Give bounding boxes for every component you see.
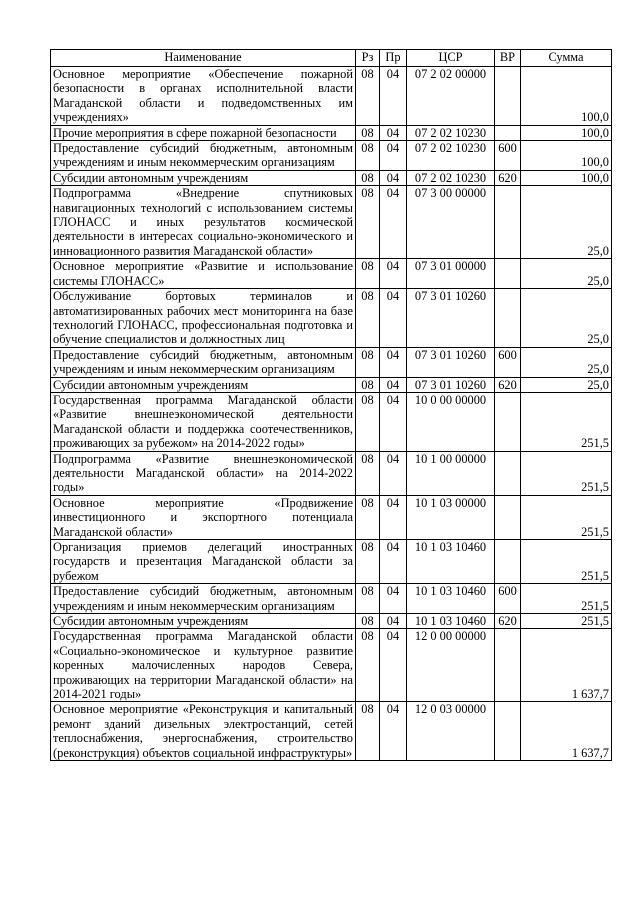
cell-vr [495,392,521,451]
cell-pr: 04 [380,186,407,259]
cell-pr: 04 [380,629,407,702]
cell-csr: 12 0 03 00000 [407,702,495,761]
cell-name: Прочие мероприятия в сфере пожарной безопасности [51,125,356,140]
cell-sum: 100,0 [521,125,612,140]
cell-rz: 08 [356,377,380,392]
table-row [51,702,612,761]
cell-csr: 07 3 00 00000 [407,186,495,259]
cell-name: Основное мероприятие «Обеспечение пожарной безопасности в органах исполнительной власти Магаданской области и подведомственных им учреждениях» [51,67,356,126]
cell-vr [495,67,521,126]
cell-name: Предоставление субсидий бюджетным, автономным учреждениям и иным некоммерческим организациям [51,584,356,614]
table-row [51,347,612,377]
cell-name: Обслуживание бортовых терминалов и автоматизированных рабочих мест мониторинга на базе технологий ГЛОНАСС, профессиональная подготовка и обучение специалистов и должностных лиц [51,289,356,348]
cell-rz: 08 [356,289,380,348]
cell-vr [495,186,521,259]
cell-sum: 100,0 [521,67,612,126]
cell-pr: 04 [380,377,407,392]
cell-vr: 600 [495,141,521,171]
cell-rz: 08 [356,540,380,584]
cell-name: Организация приемов делегаций иностранных государств и презентация Магаданской области за рубежом [51,540,356,584]
cell-pr: 04 [380,702,407,761]
cell-sum: 1 637,7 [521,629,612,702]
cell-pr: 04 [380,67,407,126]
table-row [51,377,612,392]
table-row [51,125,612,140]
cell-rz: 08 [356,259,380,289]
cell-csr: 10 0 00 00000 [407,392,495,451]
cell-sum: 100,0 [521,141,612,171]
cell-csr: 07 3 01 10260 [407,377,495,392]
cell-csr: 07 3 01 10260 [407,347,495,377]
cell-sum: 1 637,7 [521,702,612,761]
cell-rz: 08 [356,170,380,185]
cell-sum: 251,5 [521,614,612,629]
cell-rz: 08 [356,629,380,702]
cell-name: Государственная программа Магаданской области «Социально-экономическое и культурное развитие коренных малочисленных народов Севера, проживающих на территории Магаданской области» на 2014-2021 годы» [51,629,356,702]
cell-pr: 04 [380,347,407,377]
cell-rz: 08 [356,67,380,126]
cell-vr: 620 [495,170,521,185]
cell-pr: 04 [380,540,407,584]
table-row [51,392,612,451]
cell-rz: 08 [356,125,380,140]
cell-csr: 12 0 00 00000 [407,629,495,702]
cell-vr [495,259,521,289]
cell-name: Субсидии автономным учреждениям [51,170,356,185]
header-csr: ЦСР [407,50,495,67]
table-row [51,584,612,614]
table-row [51,451,612,495]
cell-pr: 04 [380,141,407,171]
cell-rz: 08 [356,702,380,761]
cell-name: Подпрограмма «Развитие внешнеэкономической деятельности Магаданской области» на 2014-2022 годы» [51,451,356,495]
cell-name: Предоставление субсидий бюджетным, автономным учреждениям и иным некоммерческим организациям [51,347,356,377]
cell-csr: 10 1 03 10460 [407,540,495,584]
table-row [51,495,612,539]
cell-sum: 251,5 [521,540,612,584]
cell-csr: 07 2 02 10230 [407,141,495,171]
cell-vr: 600 [495,347,521,377]
cell-pr: 04 [380,495,407,539]
cell-sum: 25,0 [521,377,612,392]
cell-vr [495,289,521,348]
cell-sum: 25,0 [521,186,612,259]
document-page [50,49,612,761]
cell-vr: 620 [495,614,521,629]
cell-rz: 08 [356,186,380,259]
table-row [51,186,612,259]
cell-sum: 251,5 [521,392,612,451]
cell-pr: 04 [380,289,407,348]
cell-rz: 08 [356,392,380,451]
table-header-row [51,50,612,67]
cell-name: Государственная программа Магаданской области «Развитие внешнеэкономической деятельности Магаданской области и поддержка соотечественников, проживающих за рубежом» на 2014-2022 годы» [51,392,356,451]
table-row [51,540,612,584]
cell-vr: 600 [495,584,521,614]
cell-vr [495,451,521,495]
table-row [51,170,612,185]
cell-csr: 10 1 03 10460 [407,614,495,629]
cell-name: Основное мероприятие «Реконструкция и капитальный ремонт зданий дизельных электростанций, сетей теплоснабжения, энергоснабжения, строительство (реконструкция) объектов социальной инфраструктуры» [51,702,356,761]
cell-sum: 251,5 [521,495,612,539]
table-row [51,614,612,629]
cell-sum: 25,0 [521,289,612,348]
cell-csr: 10 1 00 00000 [407,451,495,495]
budget-table [50,49,612,761]
cell-pr: 04 [380,170,407,185]
cell-csr: 10 1 03 00000 [407,495,495,539]
cell-rz: 08 [356,584,380,614]
cell-name: Основное мероприятие «Развитие и использование системы ГЛОНАСС» [51,259,356,289]
table-row [51,289,612,348]
cell-name: Субсидии автономным учреждениям [51,614,356,629]
cell-name: Субсидии автономным учреждениям [51,377,356,392]
cell-sum: 251,5 [521,584,612,614]
cell-vr [495,125,521,140]
header-pr: Пр [380,50,407,67]
cell-rz: 08 [356,347,380,377]
cell-vr: 620 [495,377,521,392]
cell-vr [495,629,521,702]
cell-name: Основное мероприятие «Продвижение инвестиционного и экспортного потенциала Магаданской области» [51,495,356,539]
cell-csr: 07 2 02 10230 [407,170,495,185]
cell-rz: 08 [356,141,380,171]
cell-pr: 04 [380,392,407,451]
table-row [51,629,612,702]
header-name: Наименование [51,50,356,67]
cell-sum: 100,0 [521,170,612,185]
cell-csr: 07 2 02 10230 [407,125,495,140]
cell-csr: 10 1 03 10460 [407,584,495,614]
cell-vr [495,702,521,761]
header-rz: Рз [356,50,380,67]
cell-sum: 25,0 [521,347,612,377]
cell-pr: 04 [380,259,407,289]
cell-sum: 25,0 [521,259,612,289]
cell-pr: 04 [380,614,407,629]
cell-rz: 08 [356,495,380,539]
cell-name: Подпрограмма «Внедрение спутниковых навигационных технологий с использованием системы ГЛОНАСС и иных результатов космической деятельности в интересах социально-экономического и инновационного развития Магаданской области» [51,186,356,259]
table-row [51,259,612,289]
cell-csr: 07 3 01 00000 [407,259,495,289]
cell-vr [495,540,521,584]
cell-rz: 08 [356,451,380,495]
header-vr: ВР [495,50,521,67]
cell-csr: 07 2 02 00000 [407,67,495,126]
cell-pr: 04 [380,451,407,495]
table-row [51,141,612,171]
cell-sum: 251,5 [521,451,612,495]
cell-pr: 04 [380,125,407,140]
cell-pr: 04 [380,584,407,614]
header-sum: Сумма [521,50,612,67]
cell-csr: 07 3 01 10260 [407,289,495,348]
cell-rz: 08 [356,614,380,629]
cell-vr [495,495,521,539]
table-row [51,67,612,126]
cell-name: Предоставление субсидий бюджетным, автономным учреждениям и иным некоммерческим организациям [51,141,356,171]
